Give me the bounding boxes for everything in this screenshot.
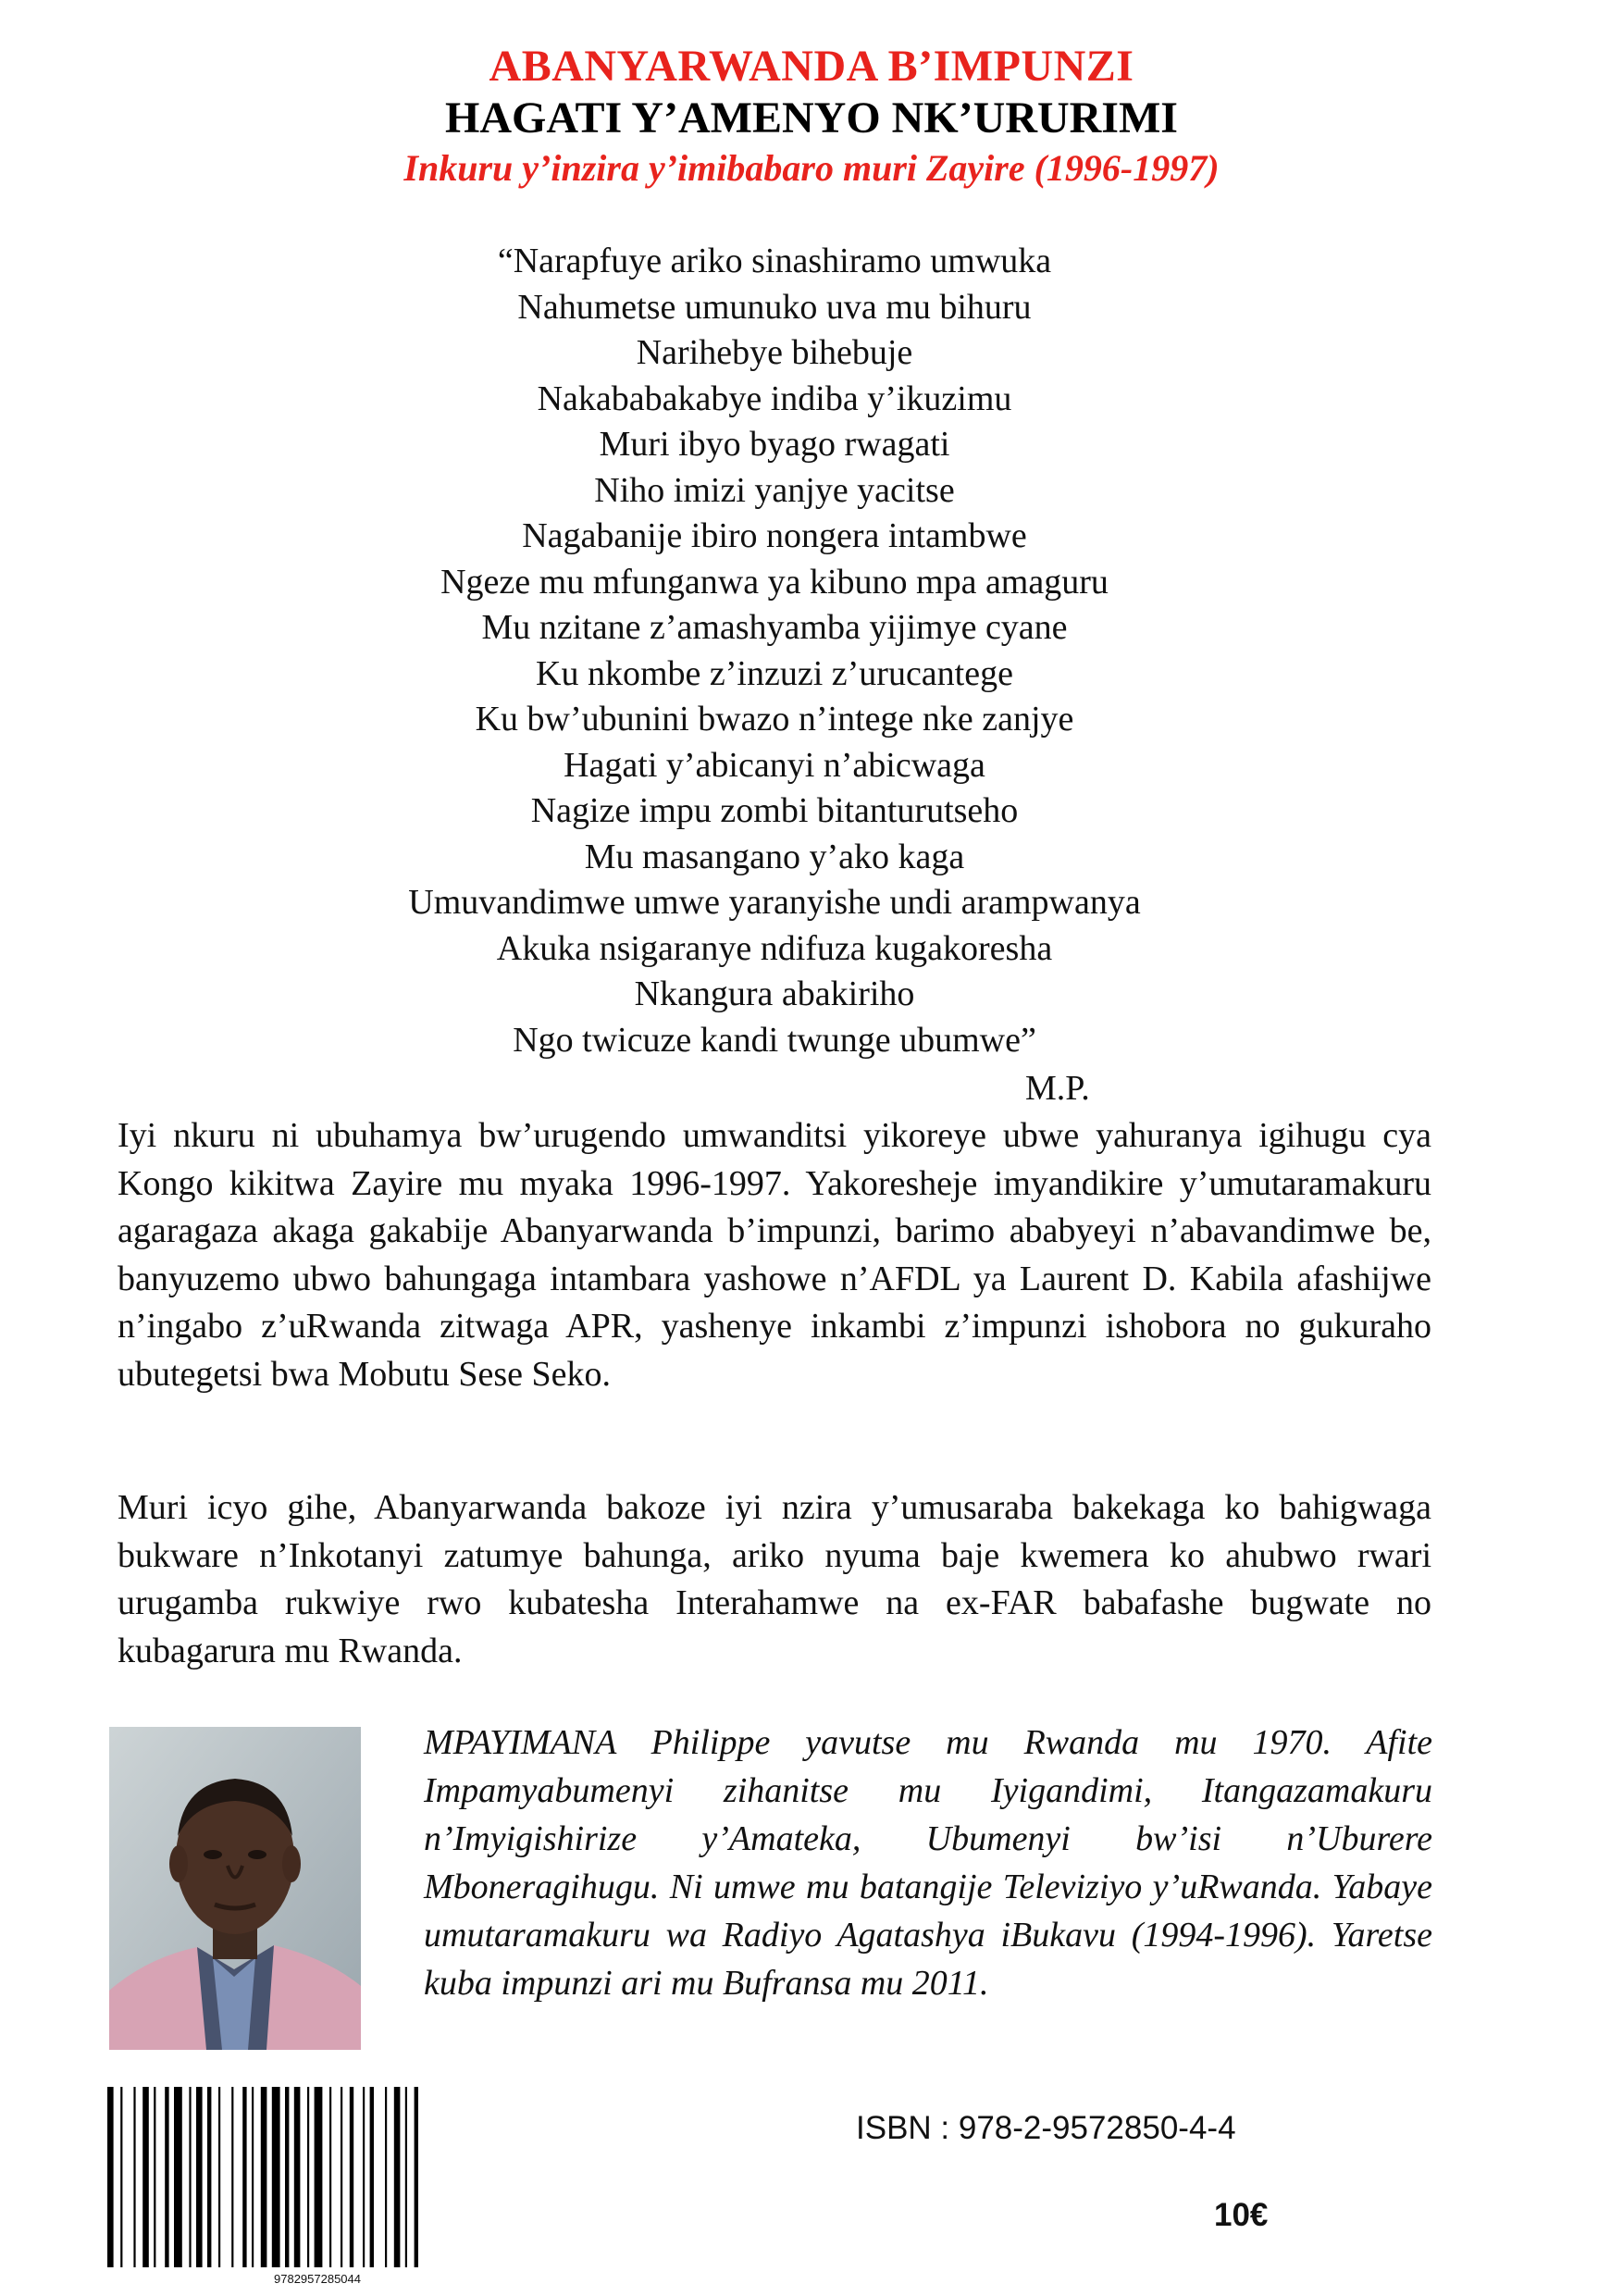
author-photo — [109, 1727, 361, 2050]
poem-line: Nahumetse umunuko uva mu bihuru — [517, 287, 1032, 327]
poem-signature: M.P. — [1025, 1069, 1090, 1108]
barcode-bar — [196, 2087, 203, 2267]
poem-line: Muri ibyo byago rwagati — [599, 425, 950, 464]
book-title-line-1: ABANYARWANDA B’IMPUNZI — [489, 42, 1134, 91]
barcode-bar — [133, 2087, 135, 2267]
barcode-bar — [329, 2087, 331, 2267]
poem-line: Nkangura abakiriho — [634, 974, 915, 1013]
poem-line: Umuvandimwe umwe yaranyishe undi arampwanya — [408, 883, 1141, 922]
barcode-bar — [415, 2087, 418, 2267]
poem-line: Narihebye bihebuje — [636, 333, 913, 372]
poem-line: Ku nkombe z’inzuzi z’urucantege — [536, 653, 1013, 693]
barcode-bar — [272, 2087, 280, 2267]
barcode-bar — [294, 2087, 301, 2267]
barcode-bar — [261, 2087, 267, 2267]
book-subtitle: Inkuru y’inzira y’imibabaro muri Zayire (1996-1997) — [403, 147, 1220, 189]
poem-line: Nakababakabye indiba y’ikuzimu — [537, 379, 1012, 418]
barcode-bar — [341, 2087, 342, 2267]
barcode-bar — [363, 2087, 365, 2267]
barcode-bar — [394, 2087, 401, 2267]
barcode-bar — [385, 2087, 387, 2267]
barcode-bar — [307, 2087, 309, 2267]
barcode-bar — [405, 2087, 407, 2267]
poem-line: Niho imizi yanjye yacitse — [594, 470, 955, 510]
poem-line: Nagize impu zombi bitanturutseho — [530, 791, 1019, 830]
poem-line: Ku bw’ubunini bwazo n’intege nke zanjye — [475, 700, 1074, 738]
barcode-number: 9782957285044 — [274, 2272, 361, 2286]
barcode-bar — [242, 2087, 246, 2267]
poem-line: Mu nzitane z’amashyamba yijimye cyane — [481, 608, 1068, 647]
isbn: ISBN : 978-2-9572850-4-4 — [856, 2110, 1236, 2146]
poem-line: Akuka nsigaranye ndifuza kugakoresha — [496, 928, 1053, 968]
barcode-bar — [370, 2087, 374, 2267]
barcode-bar — [154, 2087, 155, 2267]
barcode-bar — [107, 2087, 114, 2267]
barcode-bar — [218, 2087, 220, 2267]
barcode-bar — [252, 2087, 254, 2267]
barcode-bar — [142, 2087, 149, 2267]
barcode-bar — [174, 2087, 182, 2267]
barcode-bar — [350, 2087, 353, 2267]
barcode-bar — [165, 2087, 168, 2267]
summary-paragraph-1: Iyi nkuru ni ubuhamya bw’urugendo umwanditsi yikoreye ubwe yahuranya igihugu cya Kongo kikitwa Zayire mu myaka 1996-1997. Yakoresheje imyandikire y’umutaramakuru agaragaza akaga gakabije Abanyarwanda b’impunzi, barimo ababyeyi n’abavandimwe be, banyuzemo ubwo bahungaga intambara yashowe n’AFDL ya Laurent D. Kabila afashijwe n’ingabo z’uRwanda zitwaga APR, yashenye inkambi z’impunzi ishobora no gukuraho ubutegetsi bwa Mobutu Sese Seko. — [118, 1116, 1431, 1394]
book-title-line-2: HAGATI Y’AMENYO NK’URURIMI — [445, 93, 1178, 143]
author-bio: MPAYIMANA Philippe yavutse mu Rwanda mu 1970. Afite Impamyabumenyi zihanitse mu Iyigandimi, Itangazamakuru n’Imyigishirize y’Amateka, Ubumenyi bw’isi n’Uburere Mboneragihugu. Ni umwe mu batangije Televiziyo y’uRwanda. Yabaye umutaramakuru wa Radiyo Agatashya iBukavu (1994-1996). Yaretse kuba impunzi ari mu Bufransa mu 2011. — [424, 1723, 1432, 2003]
barcode-bar — [189, 2087, 191, 2267]
author-portrait-illustration — [109, 1727, 361, 2050]
barcode-bar — [207, 2087, 211, 2267]
barcode-bar — [285, 2087, 289, 2267]
summary-paragraph-2: Muri icyo gihe, Abanyarwanda bakoze iyi nzira y’umusaraba bakekaga ko bahigwaga bukware n’Inkotanyi zatumye bahunga, ariko nyuma baje kwemera ko ahubwo rwari urugamba rukwiye rwo kubatesha Interahamwe na ex-FAR babafashe bugwate no kubagarura mu Rwanda. — [118, 1488, 1431, 1670]
poem-line: Nagabanije ibiro nongera intambwe — [522, 516, 1027, 555]
poem-line: Ngo twicuze kandi twunge ubumwe” — [513, 1020, 1036, 1060]
poem — [0, 239, 1549, 1063]
poem-line: Hagati y’abicanyi n’abicwaga — [564, 745, 985, 785]
barcode — [104, 2087, 531, 2286]
poem-line: “Narapfuye ariko sinashiramo umwuka — [497, 242, 1052, 280]
barcode-bar — [231, 2087, 233, 2267]
price: 10€ — [1214, 2197, 1269, 2233]
poem-line: Mu masangano y’ako kaga — [584, 837, 965, 876]
poem-line: Ngeze mu mfunganwa ya kibuno mpa amaguru — [440, 562, 1109, 602]
barcode-bars — [104, 2087, 531, 2267]
barcode-bar — [315, 2087, 323, 2267]
barcode-bar — [120, 2087, 122, 2267]
